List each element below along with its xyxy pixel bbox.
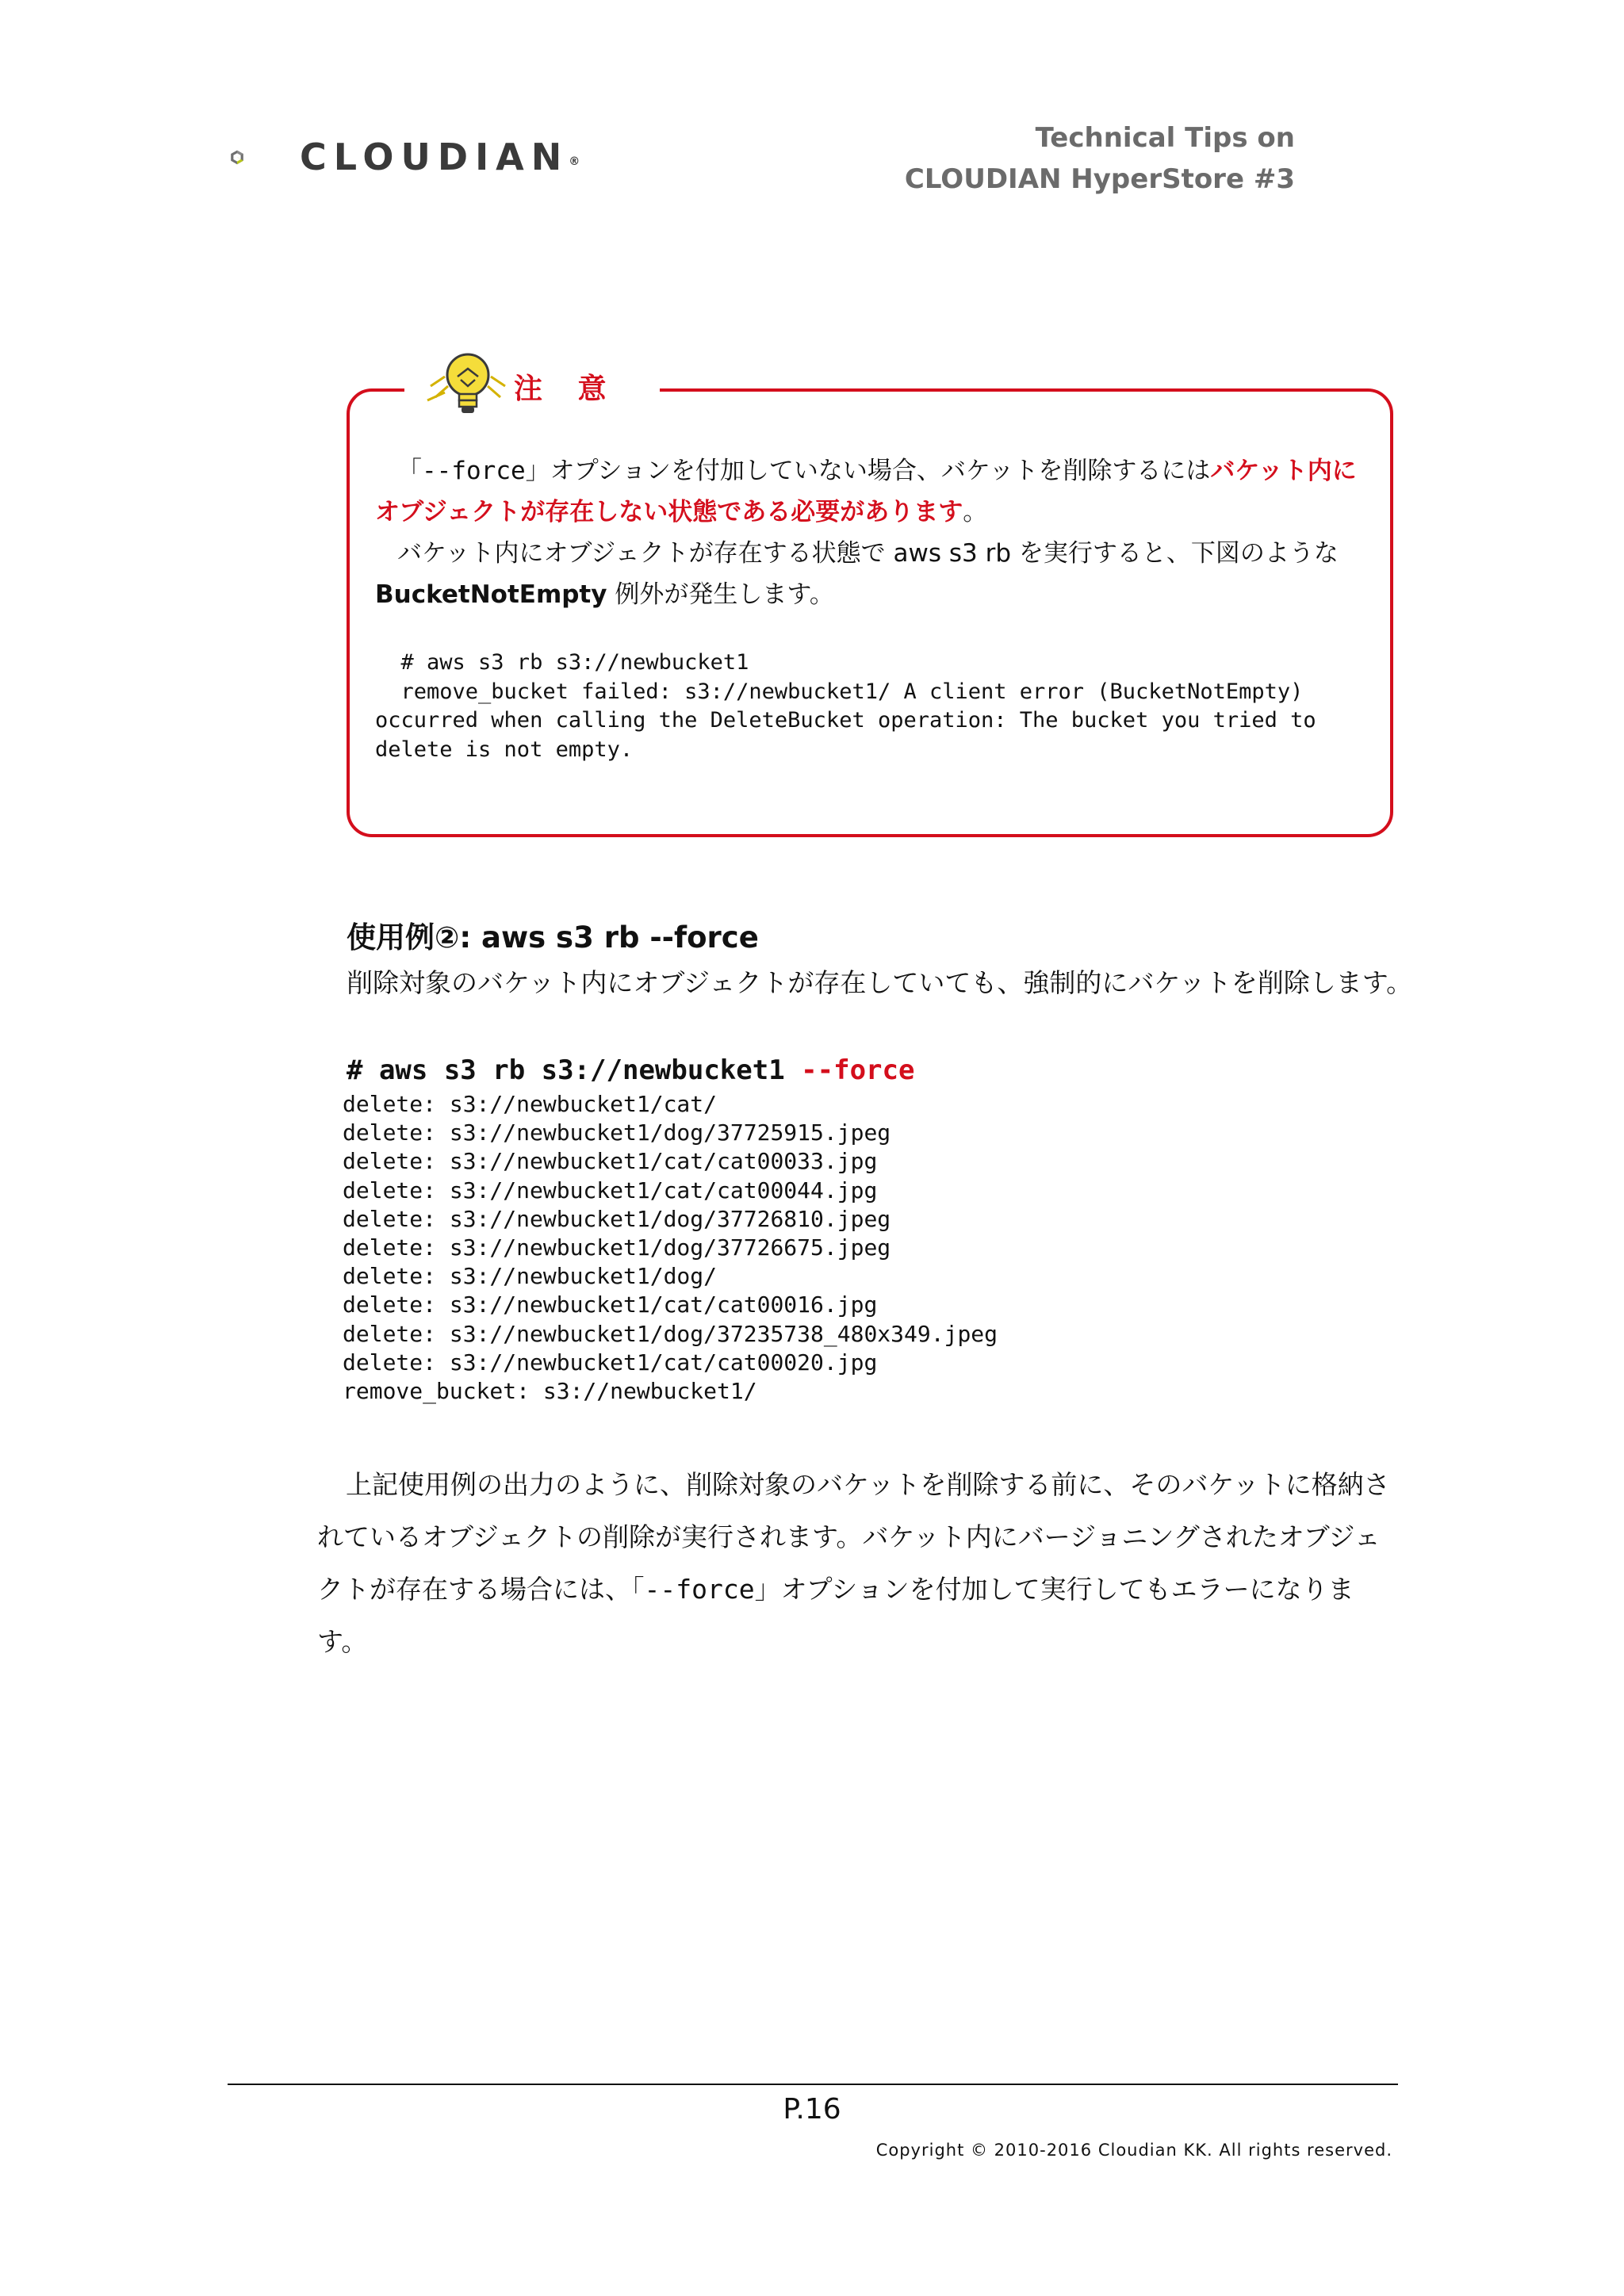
page-number: P.16 xyxy=(783,2093,841,2126)
notice-title: 注 意 xyxy=(514,373,619,405)
document-header-title xyxy=(905,117,1295,200)
logo-wordmark: CLOUDIAN® xyxy=(300,136,580,178)
footer-divider xyxy=(228,2084,1398,2085)
notice-code-block: # aws s3 rb s3://newbucket1 remove_bucket failed: s3://newbucket1/ A client error (BucketNotEmpty) occurred when calling the DeleteBucket operation: The bucket you tried to delete is not empty. xyxy=(375,650,1316,762)
lightbulb-icon xyxy=(424,345,511,424)
notice-paragraph-2: バケット内にオブジェクトが存在する状態で aws s3 rb を実行すると、下図のような BucketNotEmpty 例外が発生します。 xyxy=(375,539,1339,609)
command-output: delete: s3://newbucket1/cat/ delete: s3://newbucket1/dog/37725915.jpeg delete: s3://newbucket1/cat/cat00033.jpg delete: s3://newbucket1/cat/cat00044.jpg delete: s3://newbucket1/dog/37726810.jpeg delete: s3://newbucket1/dog/37726675.jpeg delete: s3://newbucket1/dog/ delete: s3://newbucket1/cat/cat00016.jpg delete: s3://newbucket1/dog/37235738_480x349.jpeg delete: s3://newbucket1/cat/cat00020.jpg remove_bucket: s3://newbucket1/ xyxy=(343,1091,998,1405)
section-title: 使用例②: aws s3 rb --force xyxy=(347,920,759,955)
cloudian-logo xyxy=(230,121,301,193)
notice-paragraph-1: 「--force」オプションを付加していない場合、バケットを削除するにはバケット内にオブジェクトが存在しない状態である必要があります。 xyxy=(375,457,1357,526)
summary-paragraph: 上記使用例の出力のように、削除対象のバケットを削除する前に、そのバケットに格納されているオブジェクトの削除が実行されます。バケット内にバージョニングされたオブジェクトが存在する場合には、「--force」オプションを付加して実行してもエラーになります。 xyxy=(317,1469,1390,1657)
copyright-notice: Copyright © 2010-2016 Cloudian KK. All rights reserved. xyxy=(875,2141,1392,2160)
header-line-1: Technical Tips on xyxy=(1035,122,1295,154)
command-line: # aws s3 rb s3://newbucket1 --force xyxy=(347,1054,915,1086)
section-description: 削除対象のバケット内にオブジェクトが存在していても、強制的にバケットを削除します。 xyxy=(347,967,1413,998)
header-line-2: CLOUDIAN HyperStore #3 xyxy=(904,163,1295,195)
